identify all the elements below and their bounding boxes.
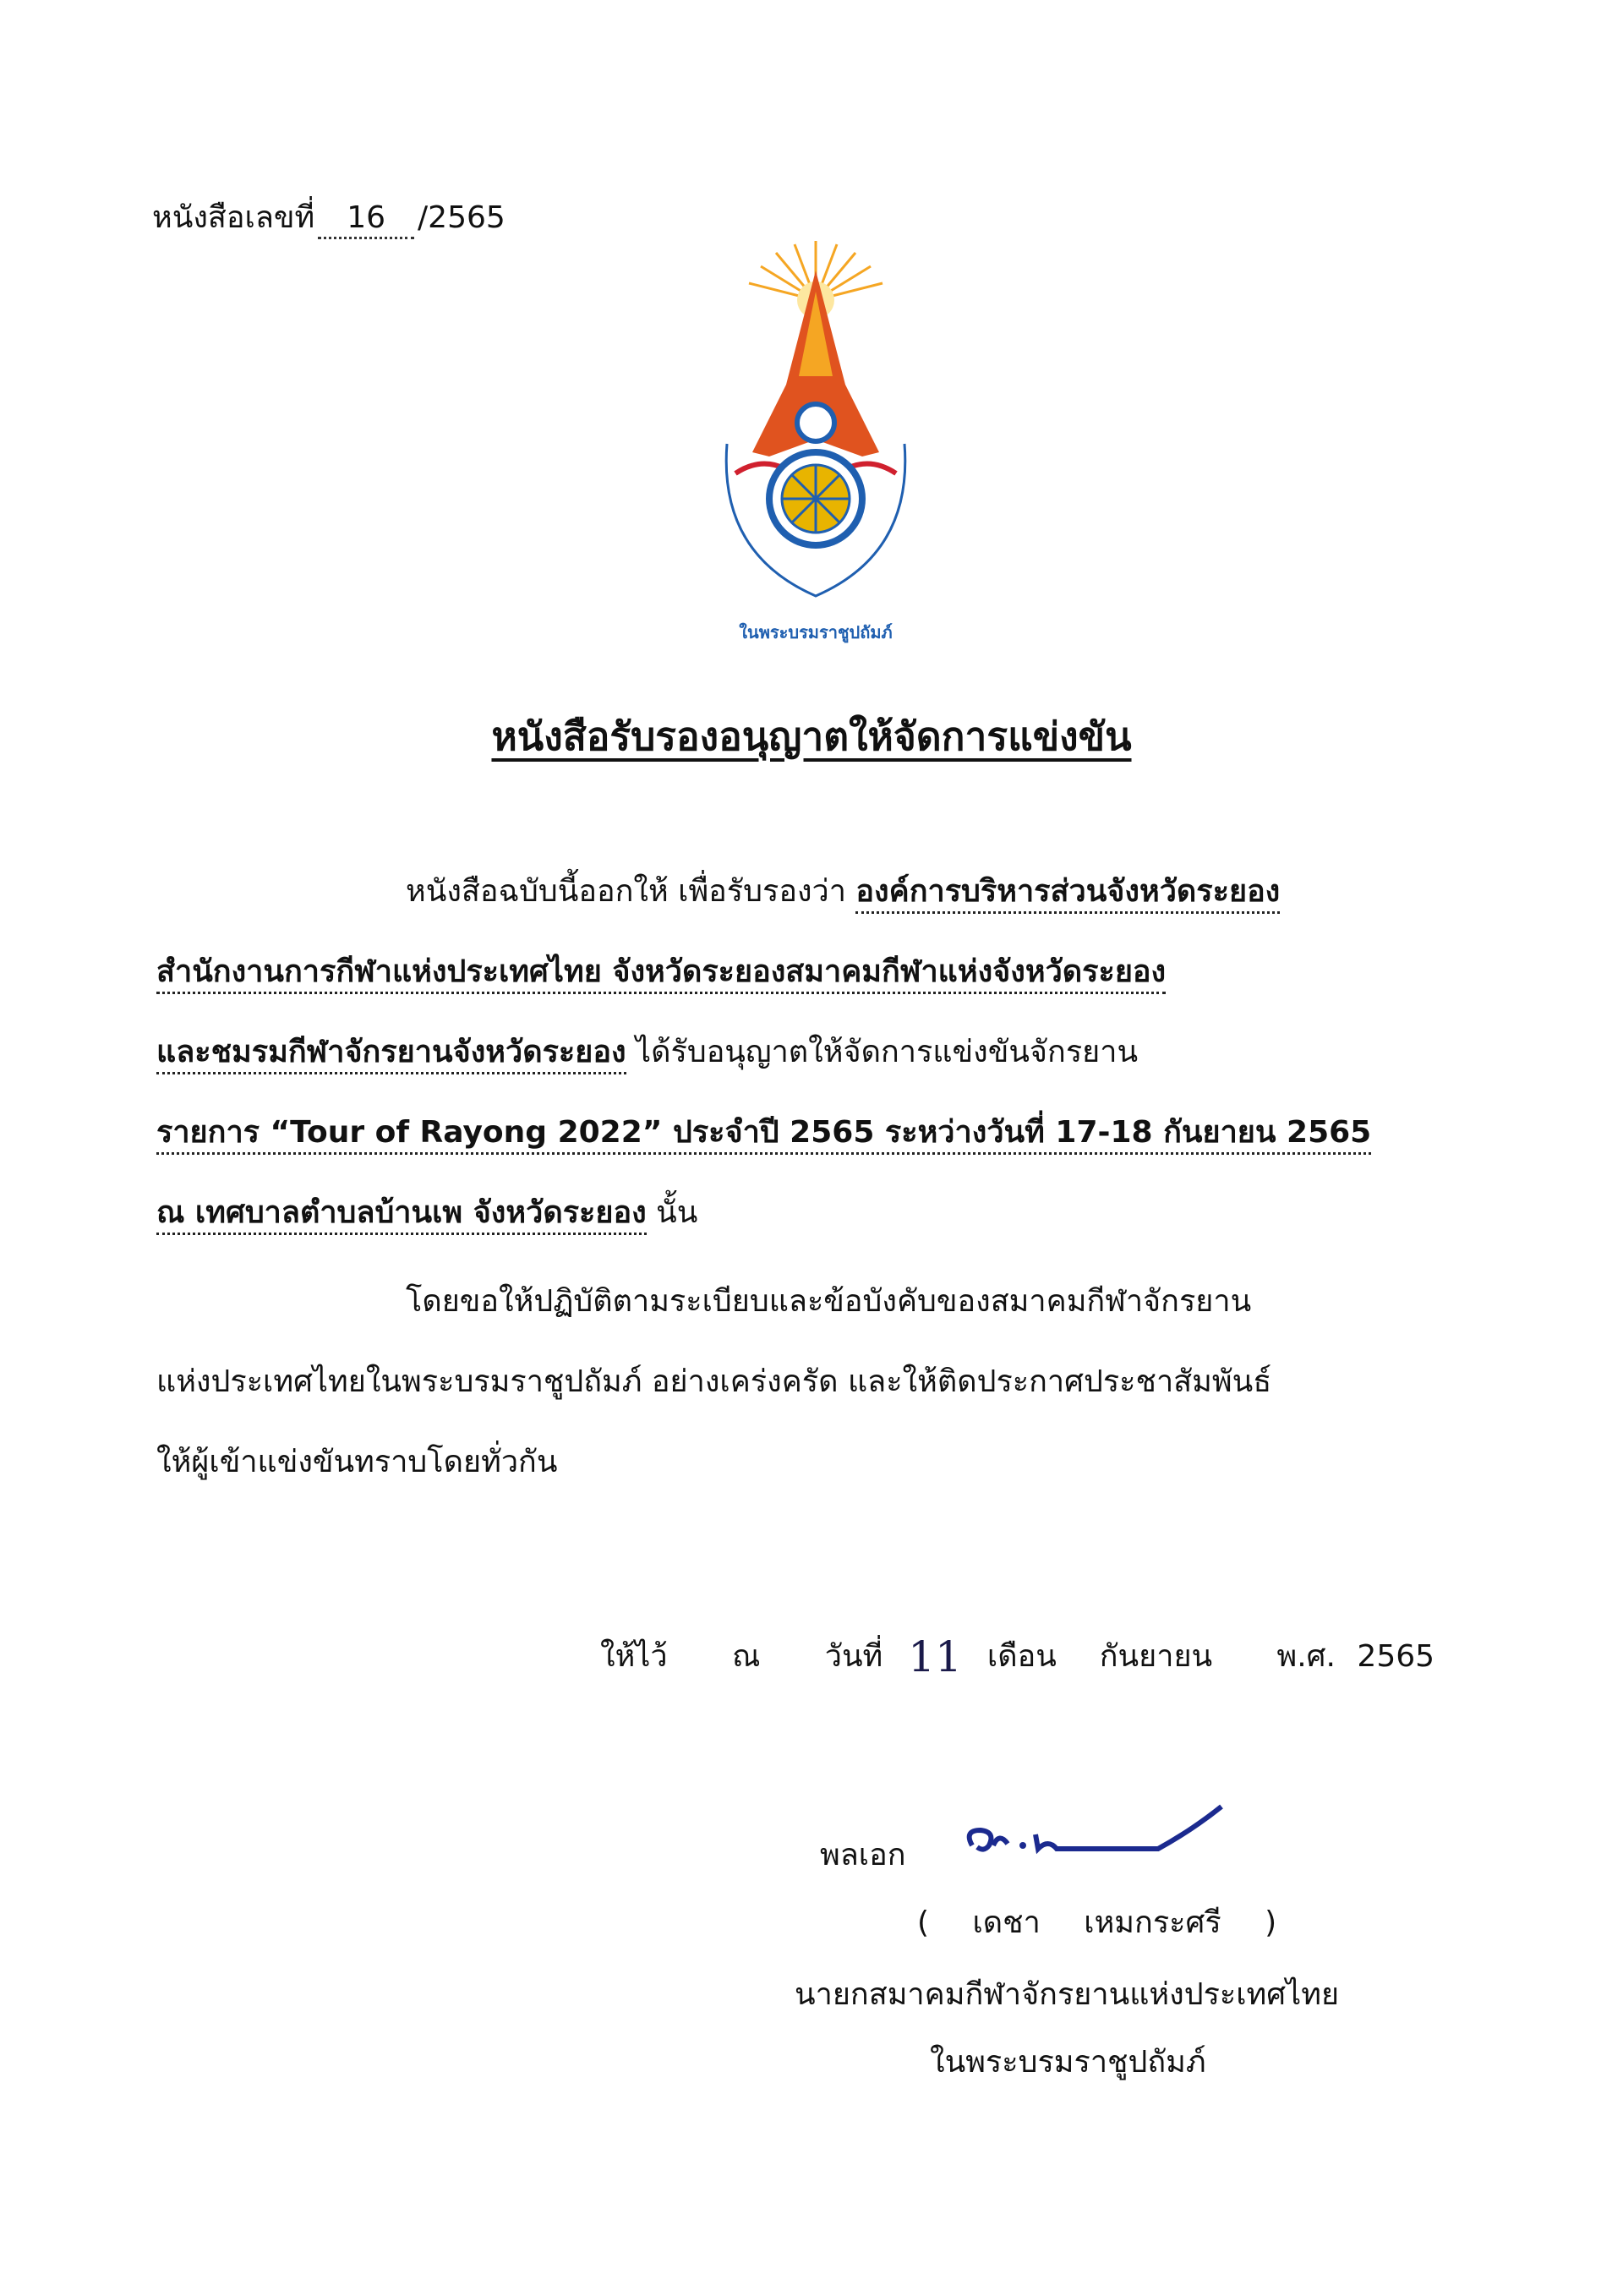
handwritten-signature — [947, 1796, 1234, 1872]
p2-line-1: โดยขอให้ปฏิบัติตามระเบียบและข้อบังคับของสมาคมกีฬาจักรยาน — [406, 1284, 1252, 1319]
day-label: วันที่ — [824, 1639, 883, 1674]
reference-number — [152, 193, 505, 241]
venue: ณ เทศบาลตำบลบ้านเพ จังหวัดระยอง — [156, 1195, 647, 1235]
organization-2: สำนักงานการกีฬาแห่งประเทศไทย จังหวัดระยองสมาคมกีฬาแห่งจังหวัดระยอง — [156, 954, 1166, 994]
year-value: 2565 — [1357, 1639, 1435, 1674]
association-logo — [710, 241, 921, 664]
dateline — [600, 1632, 1434, 1681]
body-line-1 — [406, 866, 1280, 915]
logo-sublabel: ในพระบรมราชูปถัมภ์ — [739, 622, 893, 642]
at-label: ณ — [731, 1639, 761, 1674]
organization-3: และชมรมกีฬาจักรยานจังหวัดระยอง — [156, 1035, 626, 1074]
body-line-3 — [156, 1027, 1138, 1075]
reference-number-value: 16 — [318, 200, 414, 239]
royal-cipher-icon — [797, 404, 834, 441]
reference-suffix: /2565 — [418, 200, 505, 235]
given-label: ให้ไว้ — [600, 1639, 668, 1674]
body-line-2 — [156, 947, 1166, 995]
document-title: หนังสือรับรองอนุญาตให้จัดการแข่งขัน — [491, 713, 1132, 759]
signatory-rank: พลเอก — [820, 1838, 906, 1872]
p1-intro: หนังสือฉบับนี้ออกให้ เพื่อรับรองว่า — [406, 874, 846, 909]
reference-prefix: หนังสือเลขที่ — [152, 200, 315, 235]
body-line-4 — [156, 1107, 1371, 1156]
p1-mid: ได้รับอนุญาตให้จัดการแข่งขันจักรยาน — [636, 1035, 1139, 1069]
day-value: 11 — [908, 1632, 962, 1681]
p2-line-3: ให้ผู้เข้าแข่งขันทราบโดยทั่วกัน — [156, 1445, 558, 1479]
wheel-icon — [769, 452, 862, 545]
month-value: กันยายน — [1099, 1639, 1213, 1674]
year-label: พ.ศ. — [1276, 1639, 1336, 1674]
p2-line-2: แห่งประเทศไทยในพระบรมราชูปถัมภ์ อย่างเคร่งครัด และให้ติดประกาศประชาสัมพันธ์ — [156, 1364, 1272, 1399]
month-label: เดือน — [986, 1639, 1057, 1674]
event-name: รายการ “Tour of Rayong 2022” ประจำปี 2565 ระหว่างวันที่ 17-18 กันยายน 2565 — [156, 1115, 1371, 1155]
venue-end: นั้น — [656, 1195, 698, 1230]
signatory-name: ( เดชา เหมกระศรี ) — [917, 1905, 1277, 1940]
body-line-5 — [156, 1188, 697, 1236]
signatory-position-1: นายกสมาคมกีฬาจักรยานแห่งประเทศไทย — [795, 1977, 1340, 2012]
organization-1: องค์การบริหารส่วนจังหวัดระยอง — [855, 874, 1280, 914]
signatory-position-2: ในพระบรมราชูปถัมภ์ — [930, 2045, 1206, 2080]
